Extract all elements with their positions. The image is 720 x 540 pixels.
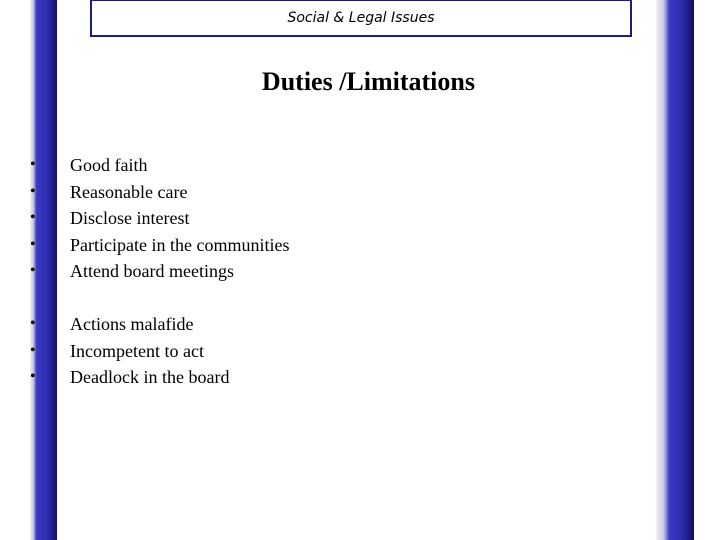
list-item-text: Deadlock in the board [70,367,230,388]
header-title: Social & Legal Issues [287,10,435,26]
list-item-text: Attend board meetings [70,261,234,282]
bullet-icon: • [30,341,36,359]
bullet-icon: • [30,182,36,200]
bullet-icon: • [30,209,36,227]
list-item-text: Reasonable care [70,181,188,202]
slide-content [30,37,656,540]
bullet-icon: • [30,315,36,332]
right-decorative-bar [656,0,694,540]
limitations-list [27,311,229,391]
bullet-icon: • [30,262,36,280]
bullet-icon: • [30,368,36,386]
list-item-text: Disclose interest [70,208,190,229]
list-item [27,179,289,206]
bullet-icon: • [30,156,36,173]
list-item-text: Incompetent to act [70,340,204,361]
list-item-text: Participate in the communities [70,234,290,255]
list-item-text: Good faith [70,155,148,175]
duties-list [27,152,289,285]
list-item [27,311,229,338]
header-box [92,1,630,35]
slide-title: Duties /Limitations [261,67,475,96]
header-band [90,0,632,37]
list-item [27,152,289,179]
list-item [27,232,289,259]
list-item [27,338,229,365]
list-item-text: Actions malafide [70,314,194,334]
list-item [27,364,229,391]
bullet-icon: • [30,235,36,253]
list-item [27,258,289,285]
list-item [27,205,289,232]
